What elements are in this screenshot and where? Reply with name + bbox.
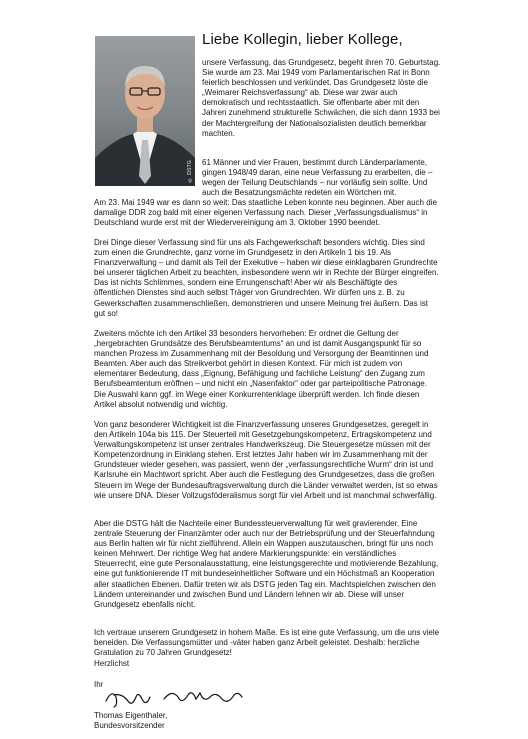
author-photo [95, 36, 195, 186]
paragraph-6: Aber die DSTG hält die Nachteile einer Bundessteuerverwaltung für weit gravierender. Eine zentrale Steuerung der Finanzämter oder auch nur der Betriebsprüfung und der Steuerfahndung aus Berlin halten wir für nicht zielführend. Allein ein Wappen auszutauschen, bringt für uns noch keinen Mehrwert. Der richtige Weg hat andere Markierungspunkte: ein verständliches Steuerrecht, eine gute Personalausstattung, eine leistungsgerechte und motivierende Bezahlung, eine gut funktionierende IT mit bundeseinheitlicher Software und ein Höchstmaß an Kooperation aller staatlichen Ebenen. Dafür treten wir als DSTG jeden Tag ein. Machtspielchen zwischen den Ländern untereinander und zwischen Bund und Ländern lehnen wir ab. Diese will unser Grundgesetz ebenfalls nicht. [94, 519, 439, 609]
signer-block [94, 711, 167, 731]
paragraph-4: Zweitens möchte ich den Artikel 33 besonders hervorheben: Er ordnet die Geltung der „hergebrachten Grundsätze des Berufsbeamtentums“ an und ist damit Ausgangspunkt für so manchen Prozess im Zusammenhang mit der Besoldung und Versorgung der Beamtinnen und Beamten. Aber auch das Streikverbot gehört in diesen Kontext. Für mich ist zudem von elementarer Bedeutung, dass „Eignung, Befähigung und fachliche Leistung“ den Zugang zum Berufsbeamtentum eröffnen – und nicht ein „Nasenfaktor“ oder gar parteipolitische Patronage. Die Auswahl kann ggf. im Wege einer Konkurrentenklage überprüft werden. Ich finde diesen Artikel absolut notwendig und wichtig. [94, 329, 429, 409]
paragraph-2b: Am 23. Mai 1949 war es dann so weit: Das staatliche Leben konnte neu beginnen. Aber auch die damalige DDR zog bald mit einer eigenen Verfassung nach. Dieser „Verfassungsdualismus“ in Deutschland wurde erst mit der Wiedervereinigung am 3. Oktober 1990 beendet. [94, 198, 437, 228]
portrait-illustration [95, 36, 195, 186]
paragraph-5: Von ganz besonderer Wichtigkeit ist die Finanzverfassung unseres Grundgesetzes, geregelt in den Artikeln 104a bis 115. Der Steuerteil mit Gesetzgebungskompetenz, Ertragskompetenz und Verwaltungskompetenz ist unser zentrales Handwerkszeug. Die Steuergesetze müssen mit der Kompetenzordnung in Einklang stehen. Erst letztes Jahr haben wir im Zusammenhang mit der Grundsteuer wieder gesehen, was passiert, wenn der „verfassungsrechtliche Wurm“ drin ist und Karlsruhe ein Machtwort spricht. Aber auch die Festlegung des Grundgesetzes, dass die großen Steuern im Wege der Bundesauftragsverwaltung durch die Länder verwaltet werden, ist so etwas wie unsere DNA. Dieser Vollzugsföderalismus sorgt für viel Arbeit und ist manchmal schwerfällig. [94, 420, 438, 500]
signature-icon [102, 683, 252, 713]
paragraph-7: Ich vertraue unserem Grundgesetz in hohem Maße. Es ist eine gute Verfassung, um die uns viele beneiden. Die Verfassungsmütter und -väter haben ganz Arbeit geleistet. Deshalb: herzliche Gratulation zu 70 Jahren Grundgesetz! [94, 628, 440, 658]
paragraph-3: Drei Dinge dieser Verfassung sind für uns als Fachgewerkschaft besonders wichtig. Dies sind zum einen die Grundrechte, ganz vorne im Grundgesetz in den Artikeln 1 bis 19. Als Finanzverwaltung – und damit als Teil der Exekutive – haben wir diese einklagbaren Grundrechte bei unserer täglichen Arbeit zu beachten, insbesondere wenn wir in Rechte der Bürger eingreifen. Das ist nichts Schlimmes, sondern eine Errungenschaft! Aber wir als Beschäftigte des öffentlichen Dienstes sind auch selbst Träger von Grundrechten. Wir dürfen uns z. B. zu Gewerkschaften zusammenschließen, demonstrieren und unsere Meinung frei äußern. Das ist gut so! [94, 238, 439, 318]
photo-credit: © DSTG [187, 159, 193, 182]
closing-ihr: Ihr [94, 680, 104, 689]
signer-name: Thomas Eigenthaler, [94, 711, 168, 720]
letter-salutation: Liebe Kollegin, lieber Kollege, [202, 31, 403, 48]
closing-greeting: Herzlichst [94, 659, 130, 668]
paragraph-2a: 61 Männer und vier Frauen, bestimmt durch Länderparlamente, gingen 1948/49 daran, eine neue Verfassung zu erarbeiten, die – wegen der Teilung Deutschlands – nur vorläufig sein sollte. Und auch die Besatzungsmächte redeten ein Wörtchen mit. [202, 158, 433, 198]
paragraph-1: unsere Verfassung, das Grundgesetz, begeht ihren 70. Geburtstag. Sie wurde am 23. Mai 1949 vom Parlamentarischen Rat in Bonn feierlich beschlossen und verkündet. Das Grundgesetz löste die „Weimarer Reichsverfassung“ ab. Diese war zwar auch demokratisch und rechtsstaatlich. Sie offenbarte aber mit den Jahren zunehmend strukturelle Schwächen, die sich dann 1933 bei der Machtergreifung der Nationalsozialisten deutlich bemerkbar machten. [202, 58, 441, 138]
signer-role: Bundesvorsitzender [94, 721, 165, 731]
